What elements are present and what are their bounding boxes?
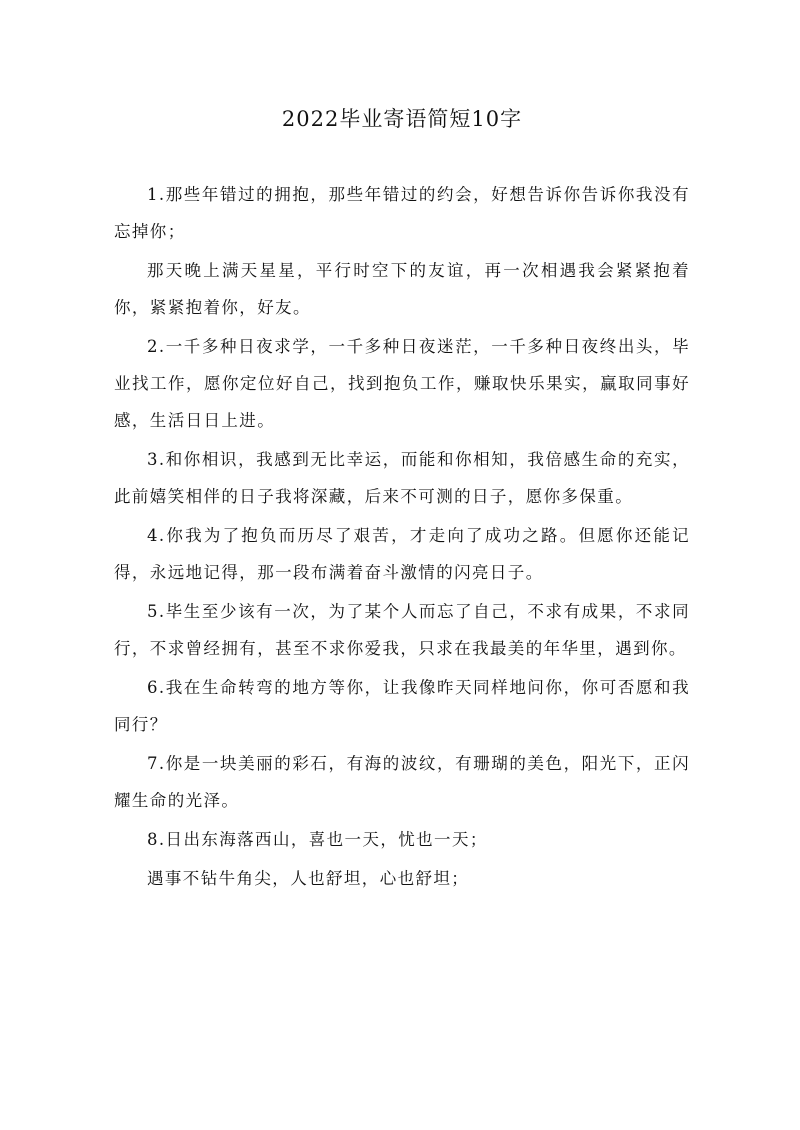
- paragraph-4: 3.和你相识，我感到无比幸运，而能和你相知，我倍感生命的充实，此前嬉笑相伴的日子我将深藏，后来不可测的日子，愿你多保重。: [114, 450, 690, 506]
- paragraph-2: 那天晚上满天星星，平行时空下的友谊，再一次相遇我会紧紧抱着你，紧紧抱着你，好友。: [114, 261, 690, 317]
- paragraph-9: 8.日出东海落西山，喜也一天，忧也一天；: [147, 830, 488, 849]
- document-title: 2022毕业寄语简短10字: [281, 107, 523, 131]
- paragraph-6: 5.毕生至少该有一次，为了某个人而忘了自己，不求有成果，不求同行，不求曾经拥有，甚至不求你爱我，只求在我最美的年华里，遇到你。: [114, 602, 690, 658]
- paragraph-5: 4.你我为了抱负而历尽了艰苦，才走向了成功之路。但愿你还能记得，永远地记得，那一段布满着奋斗激情的闪亮日子。: [114, 526, 690, 582]
- paragraph-10: 遇事不钻牛角尖，人也舒坦，心也舒坦；: [147, 869, 470, 888]
- paragraph-1: 1.那些年错过的拥抱，那些年错过的约会，好想告诉你告诉你我没有忘掉你；: [114, 185, 690, 241]
- paragraph-3: 2.一千多种日夜求学，一千多种日夜迷茫，一千多种日夜终出头，毕业找工作，愿你定位好自己，找到抱负工作，赚取快乐果实，赢取同事好感，生活日日上进。: [114, 337, 690, 430]
- document-body: [114, 176, 690, 897]
- paragraph-8: 7.你是一块美丽的彩石，有海的波纹，有珊瑚的美色，阳光下，正闪耀生命的光泽。: [114, 754, 690, 810]
- paragraph-7: 6.我在生命转弯的地方等你，让我像昨天同样地问你，你可否愿和我同行？: [114, 678, 690, 734]
